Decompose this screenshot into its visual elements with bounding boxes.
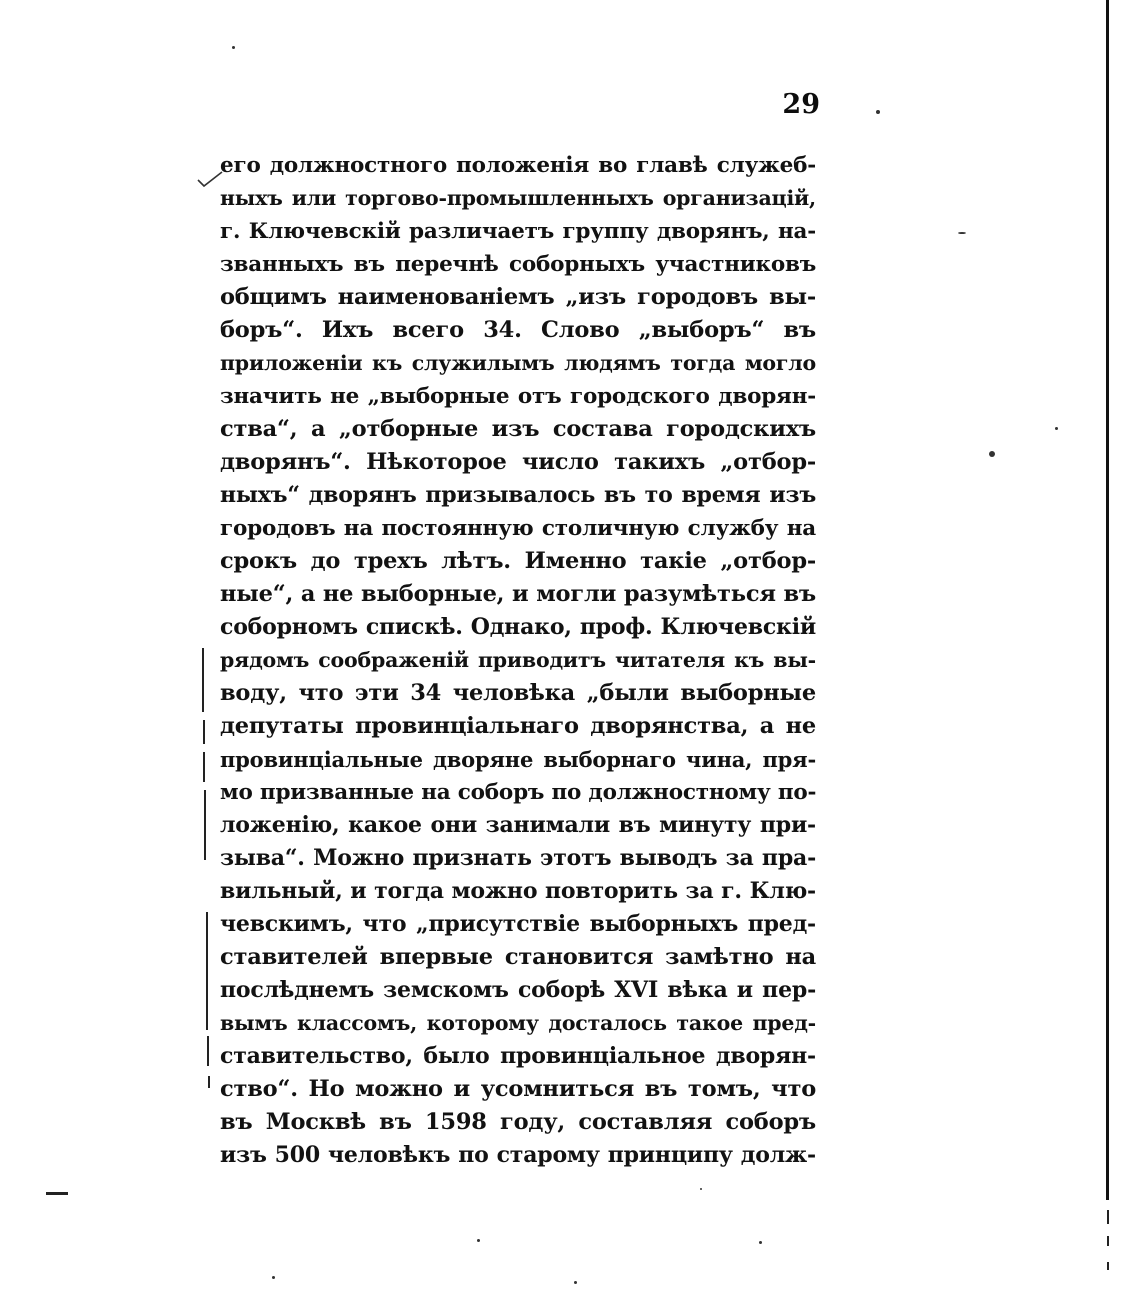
- text-line: депутаты провинціальнаго дворянства, а не: [220, 713, 816, 739]
- margin-line: [208, 1076, 210, 1088]
- page-text: [220, 149, 816, 1172]
- text-line: значить не „выборные отъ городского дворян-: [220, 384, 816, 409]
- text-line: боръ“. Ихъ всего 34. Слово „выборъ“ въ: [220, 317, 816, 343]
- text-line: воду, что эти 34 человѣка „были выборные: [220, 680, 816, 706]
- scan-speck: [272, 1276, 275, 1279]
- text-line: чевскимъ, что „присутствіе выборныхъ пред-: [220, 911, 816, 937]
- text-line: ставителей впервые становится замѣтно на: [220, 944, 816, 970]
- scan-speck: [958, 232, 966, 234]
- text-line: городовъ на постоянную столичную службу на: [220, 516, 816, 541]
- text-line: званныхъ въ перечнѣ соборныхъ участниковъ: [220, 252, 816, 277]
- text-line: ложенію, какое они занимали въ минуту при-: [220, 812, 816, 838]
- text-line: ныхъ“ дворянъ призывалось въ то время изъ: [220, 482, 816, 508]
- text-line: вымъ классомъ, которому досталось такое пред-: [220, 1011, 816, 1035]
- text-line: провинціальные дворяне выборнаго чина, пря-: [220, 747, 816, 772]
- text-line: общимъ наименованіемъ „изъ городовъ вы-: [220, 284, 816, 310]
- text-line: ставительство, было провинціальное дворян-: [220, 1043, 816, 1069]
- scan-speck: [477, 1239, 480, 1242]
- text-line: изъ 500 человѣкъ по старому принципу долж-: [220, 1142, 816, 1168]
- scan-speck: [574, 1281, 577, 1284]
- page-edge-dash: [1107, 1236, 1109, 1246]
- text-line: приложеніи къ служилымъ людямъ тогда могло: [220, 351, 816, 375]
- text-line: мо призванные на соборъ по должностному по-: [220, 780, 816, 805]
- margin-line: [203, 720, 205, 744]
- text-line: его должностного положенія во главѣ служеб-: [220, 153, 816, 178]
- text-line: въ Москвѣ въ 1598 году, составляя соборъ: [220, 1109, 816, 1135]
- page-edge-dash: [1107, 1262, 1109, 1270]
- margin-line: [203, 752, 205, 782]
- margin-dash: [46, 1192, 68, 1195]
- text-line: ныхъ или торгово-промышленныхъ организацій,: [220, 186, 816, 210]
- scan-speck: [232, 46, 235, 49]
- scan-speck: [700, 1188, 702, 1190]
- scan-speck: [876, 110, 880, 114]
- scan-speck: [1055, 427, 1058, 430]
- text-line: зыва“. Можно признать этотъ выводъ за пра-: [220, 845, 816, 871]
- text-line: срокъ до трехъ лѣтъ. Именно такіе „отбор-: [220, 548, 816, 574]
- page-edge-line: [1106, 0, 1109, 1200]
- text-line: дворянъ“. Нѣкоторое число такихъ „отбор-: [220, 449, 816, 475]
- margin-line: [207, 1036, 209, 1066]
- text-line: ство“. Но можно и усомниться въ томъ, что: [220, 1076, 816, 1102]
- text-line: соборномъ спискѣ. Однако, проф. Ключевскій: [220, 614, 816, 640]
- margin-line: [202, 648, 204, 712]
- text-line: вильный, и тогда можно повторить за г. Клю-: [220, 878, 816, 904]
- page-number: 29: [782, 89, 820, 120]
- text-line: ства“, а „отборные изъ состава городскихъ: [220, 416, 816, 442]
- text-line: г. Ключевскій различаетъ группу дворянъ, на-: [220, 219, 816, 244]
- text-line: послѣднемъ земскомъ соборѣ XVI вѣка и пер-: [220, 977, 816, 1003]
- scan-speck: [989, 451, 995, 457]
- text-line: ные“, а не выборные, и могли разумѣться въ: [220, 581, 816, 607]
- text-line: рядомъ соображеній приводитъ читателя къ вы-: [220, 648, 816, 672]
- page-edge-dash: [1107, 1210, 1109, 1224]
- margin-line: [204, 790, 206, 860]
- margin-line: [206, 912, 208, 1030]
- scan-speck: [759, 1241, 762, 1244]
